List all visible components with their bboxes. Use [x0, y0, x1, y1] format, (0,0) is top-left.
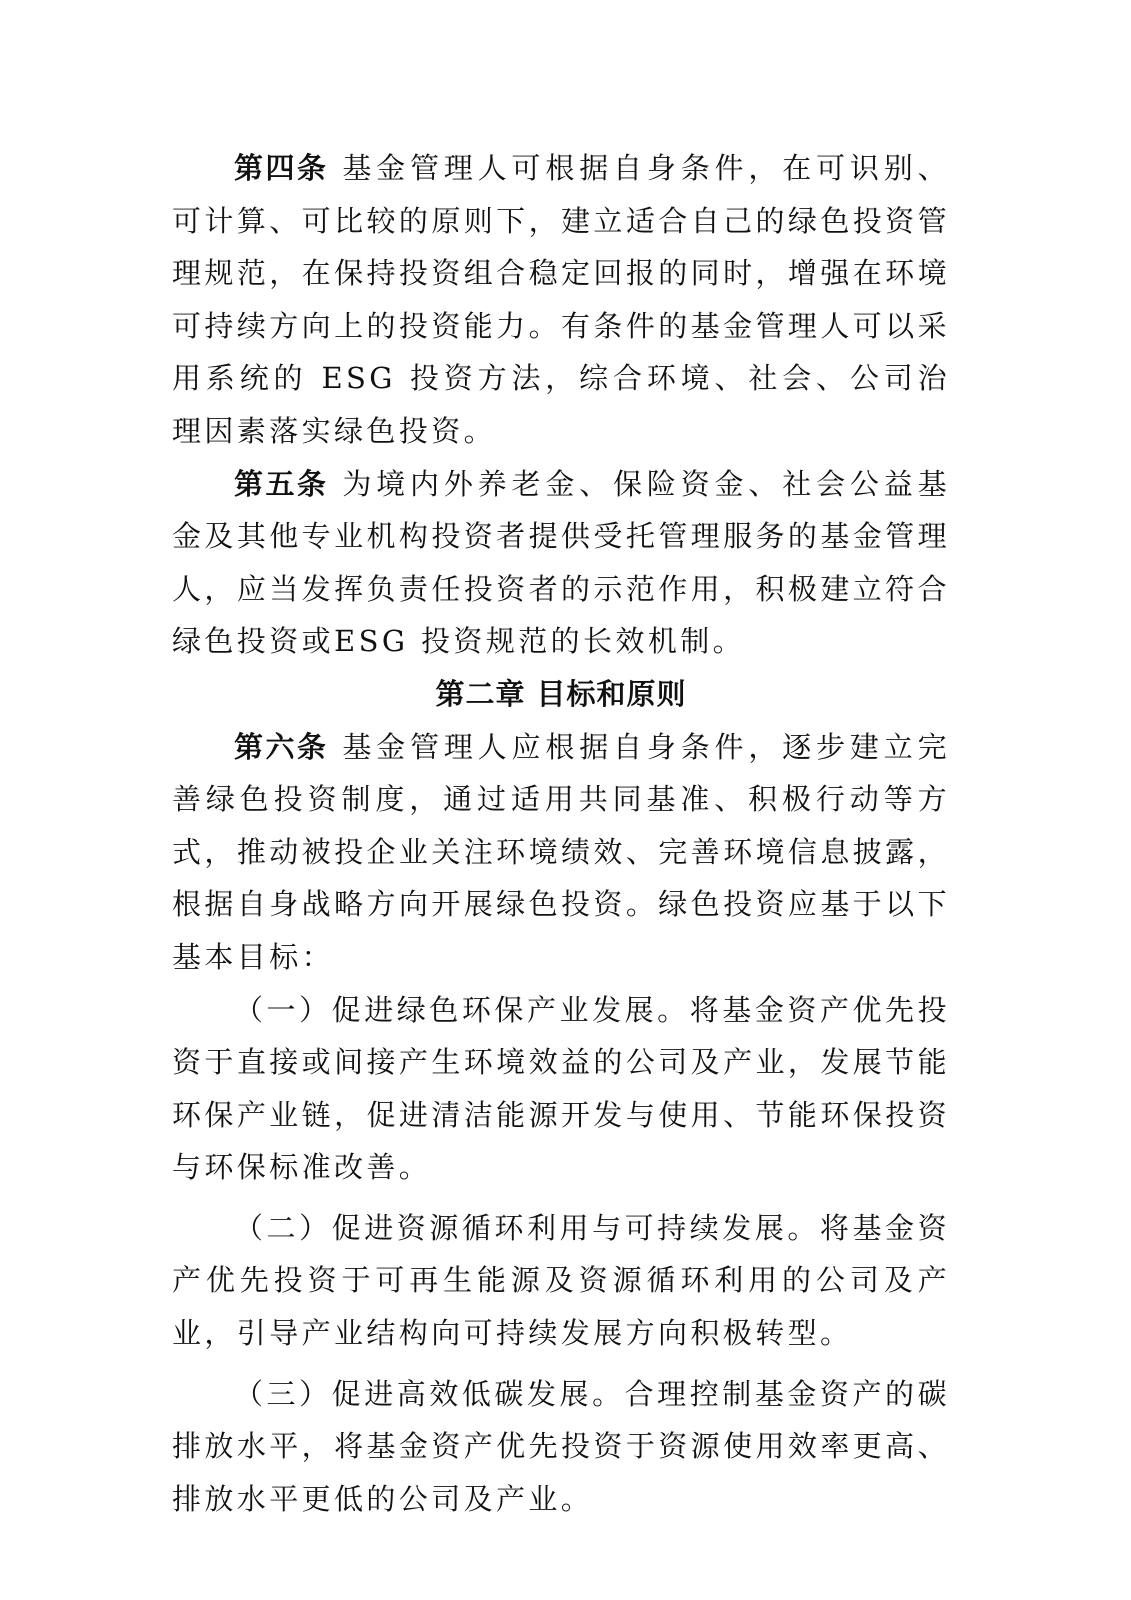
list-item-2: （二）促进资源循环利用与可持续发展。将基金资产优先投资于可再生能源及资源循环利用的公司及产业，引导产业结构向可持续发展方向积极转型。: [172, 1210, 950, 1351]
article-6: [172, 721, 950, 984]
list-item-3: （三）促进高效低碳发展。合理控制基金资产的碳排放水平，将基金资产优先投资于资源使用效率更高、排放水平更低的公司及产业。: [172, 1376, 950, 1516]
document-page: [172, 142, 950, 1525]
article-4-text: 基金管理人可根据自身条件，在可识别、可计算、可比较的原则下，建立适合自己的绿色投资管理规范，在保持投资组合稳定回报的同时，增强在环境可持续方向上的投资能力。有条件的基金管理人可以采用系统的 ESG 投资方法，综合环境、社会、公司治理因素落实绿色投资。: [172, 151, 950, 448]
article-5-text: 为境内外养老金、保险资金、社会公益基金及其他专业机构投资者提供受托管理服务的基金管理人，应当发挥负责任投资者的示范作用，积极建立符合绿色投资或ESG 投资规范的长效机制。: [172, 466, 950, 659]
chapter-title: 第二章 目标和原则: [435, 676, 687, 711]
article-4: [172, 142, 950, 458]
article-6-text: 基金管理人应根据自身条件，逐步建立完善绿色投资制度，通过适用共同基准、积极行动等方式，推动被投企业关注环境绩效、完善环境信息披露，根据自身战略方向开展绿色投资。绿色投资应基于以下基本目标：: [172, 729, 950, 974]
article-5: [172, 458, 950, 668]
list-item-1: （一）促进绿色环保产业发展。将基金资产优先投资于直接或间接产生环境效益的公司及产业，发展节能环保产业链，促进清洁能源开发与使用、节能环保投资与环保标准改善。: [172, 992, 950, 1185]
article-4-number: 第四条: [234, 151, 329, 185]
article-6-number: 第六条: [234, 729, 329, 764]
article-5-number: 第五条: [234, 466, 329, 501]
